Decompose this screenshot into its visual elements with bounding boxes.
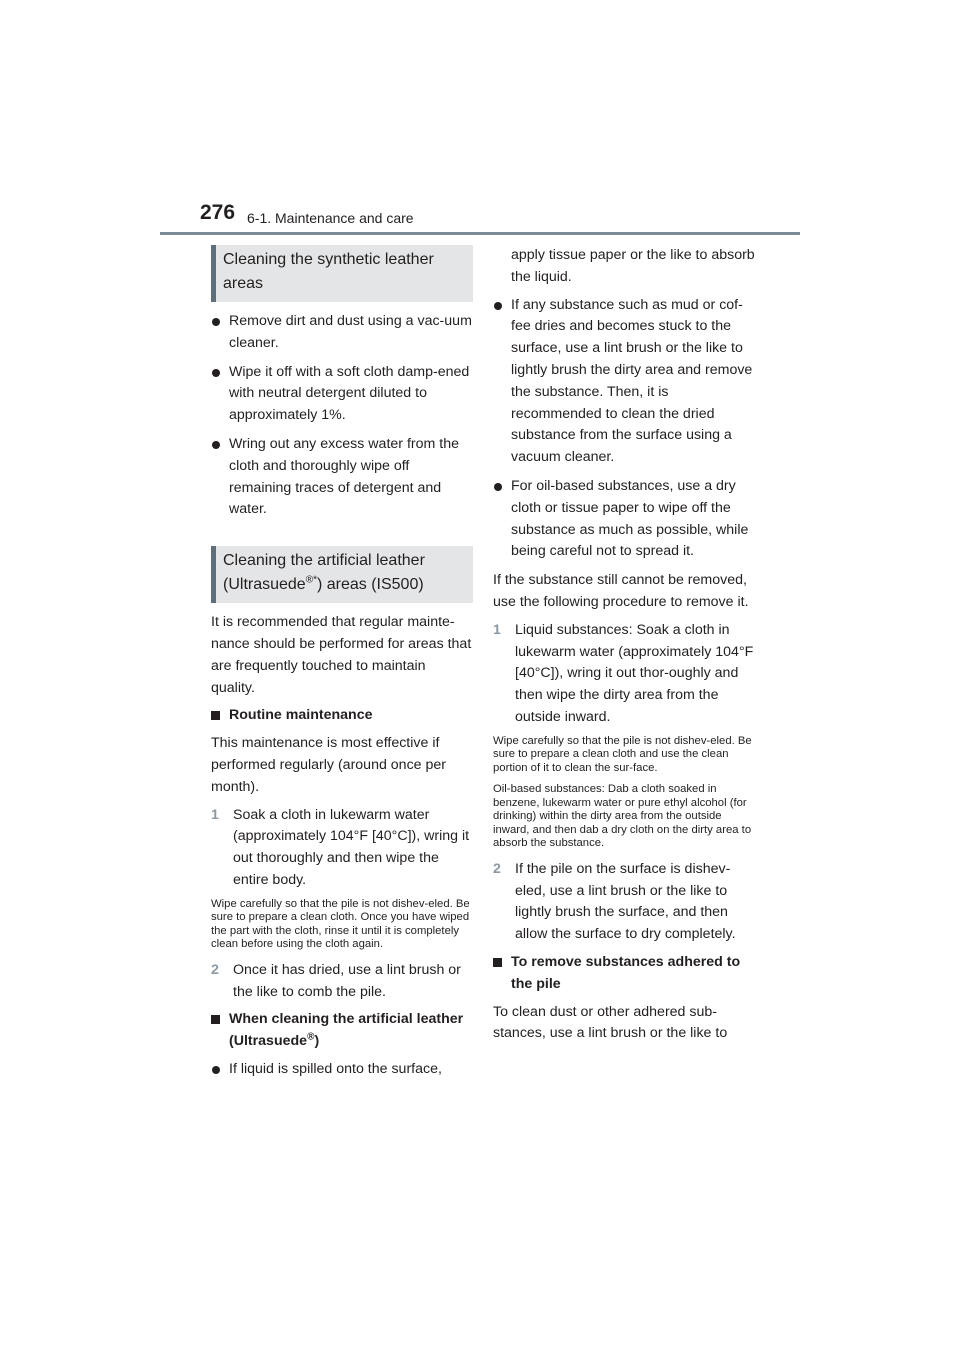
- subheading-text: Routine maintenance: [229, 707, 373, 724]
- step-number: 2: [493, 860, 501, 877]
- bullet-icon: [212, 1066, 220, 1074]
- step-item: [493, 859, 755, 946]
- list-item: [493, 476, 755, 563]
- step-text: Soak a cloth in lukewarm water (approximately 104°F [40°C]), wring it out thoroughly and then wipe the entire body.: [233, 806, 470, 888]
- list-item: [211, 311, 473, 355]
- bullet-icon: [212, 318, 220, 326]
- list-item: [211, 434, 473, 521]
- bullet-text: If any substance such as mud or cof-fee dries and becomes stuck to the surface, use a lint brush or the like to lightly brush the dirty area and remove the substance. Then, it is recommended to clean the dried substance from the surface using a vacuum cleaner.: [511, 296, 753, 466]
- note-text: Wipe carefully so that the pile is not dishev-eled. Be sure to prepare a clean cloth. Once you have wiped the part with the cloth, rinse it until it is completely clean before using the cloth again.: [211, 897, 470, 951]
- bullet-icon: [212, 369, 220, 377]
- artificial-leather-heading: [211, 546, 473, 603]
- bullet-text: If liquid is spilled onto the surface,: [229, 1060, 442, 1077]
- square-bullet-icon: [493, 958, 502, 967]
- page-number: 276: [200, 201, 236, 224]
- header-rule: [160, 232, 800, 235]
- remove-substances-heading: [493, 952, 755, 996]
- procedure-intro: If the substance still cannot be removed, use the following procedure to remove it.: [493, 572, 749, 610]
- step-item: [493, 620, 755, 729]
- subheading-text: When cleaning the artificial leather (Ultrasuede: [229, 1011, 464, 1050]
- note-text: Oil-based substances: Dab a cloth soaked in benzene, lukewarm water or pure ethyl alcohol (for drinking) within the dirty area from the outside inward, and then dab a dry cloth on the dirty area to absorb the substance.: [493, 783, 752, 850]
- subheading-text: ): [314, 1033, 320, 1050]
- step-text: If the pile on the surface is dishev-eled, use a lint brush or the like to lightly brush the surface, and then allow the surface to dry completely.: [515, 860, 736, 943]
- intro-paragraph: It is recommended that regular mainte-nance should be performed for areas that are frequently touched to maintain quality.: [211, 614, 472, 696]
- synthetic-leather-heading: Cleaning the synthetic leather areas: [211, 245, 473, 302]
- step-number: 1: [211, 806, 219, 823]
- subheading-text: To remove substances adhered to the pile: [511, 953, 741, 992]
- continued-text: apply tissue paper or the like to absorb the liquid.: [511, 247, 755, 285]
- list-item: [211, 1059, 473, 1081]
- section-title: 6-1. Maintenance and care: [247, 210, 414, 226]
- list-item: [493, 295, 755, 469]
- note-text: Wipe carefully so that the pile is not dishev-eled. Be sure to prepare a clean cloth and use the clean portion of it to clean the sur-face.: [493, 734, 752, 774]
- square-bullet-icon: [211, 1015, 220, 1024]
- bullet-icon: [212, 441, 220, 449]
- bullet-icon: [494, 483, 502, 491]
- bullet-icon: [494, 302, 502, 310]
- step-text: Liquid substances: Soak a cloth in lukewarm water (approximately 104°F [40°C]), wring it out thor-oughly and then wipe the dirty area from the outside inward.: [515, 621, 754, 725]
- right-column: [493, 245, 755, 1051]
- list-item: [211, 362, 473, 427]
- when-cleaning-heading: [211, 1009, 473, 1053]
- remove-paragraph: To clean dust or other adhered sub-stances, use a lint brush or the like to: [493, 1003, 728, 1042]
- registered-mark: ®: [307, 1031, 315, 1043]
- bullet-text: Wipe it off with a soft cloth damp-ened with neutral detergent diluted to approximately 1%.: [229, 363, 470, 424]
- heading-text: ) areas (IS500): [316, 576, 424, 594]
- heading-text: Cleaning the artificial leather (Ultrasuede: [223, 552, 425, 594]
- bullet-text: For oil-based substances, use a dry cloth or tissue paper to wipe off the substance as much as possible, while being careful not to spread it.: [511, 477, 749, 560]
- step-item: [211, 960, 473, 1004]
- step-number: 2: [211, 961, 219, 978]
- routine-maintenance-heading: [211, 705, 473, 727]
- step-text: Once it has dried, use a lint brush or the like to comb the pile.: [233, 961, 461, 1000]
- step-number: 1: [493, 621, 501, 638]
- square-bullet-icon: [211, 711, 220, 720]
- registered-mark: ®*: [305, 574, 317, 586]
- bullet-text: Remove dirt and dust using a vac-uum cleaner.: [229, 313, 472, 351]
- step-item: [211, 805, 473, 892]
- bullet-text: Wring out any excess water from the cloth and thoroughly wipe off remaining traces of detergent and water.: [229, 435, 459, 518]
- routine-paragraph: This maintenance is most effective if performed regularly (around once per month).: [211, 735, 447, 795]
- left-column: [211, 245, 473, 1088]
